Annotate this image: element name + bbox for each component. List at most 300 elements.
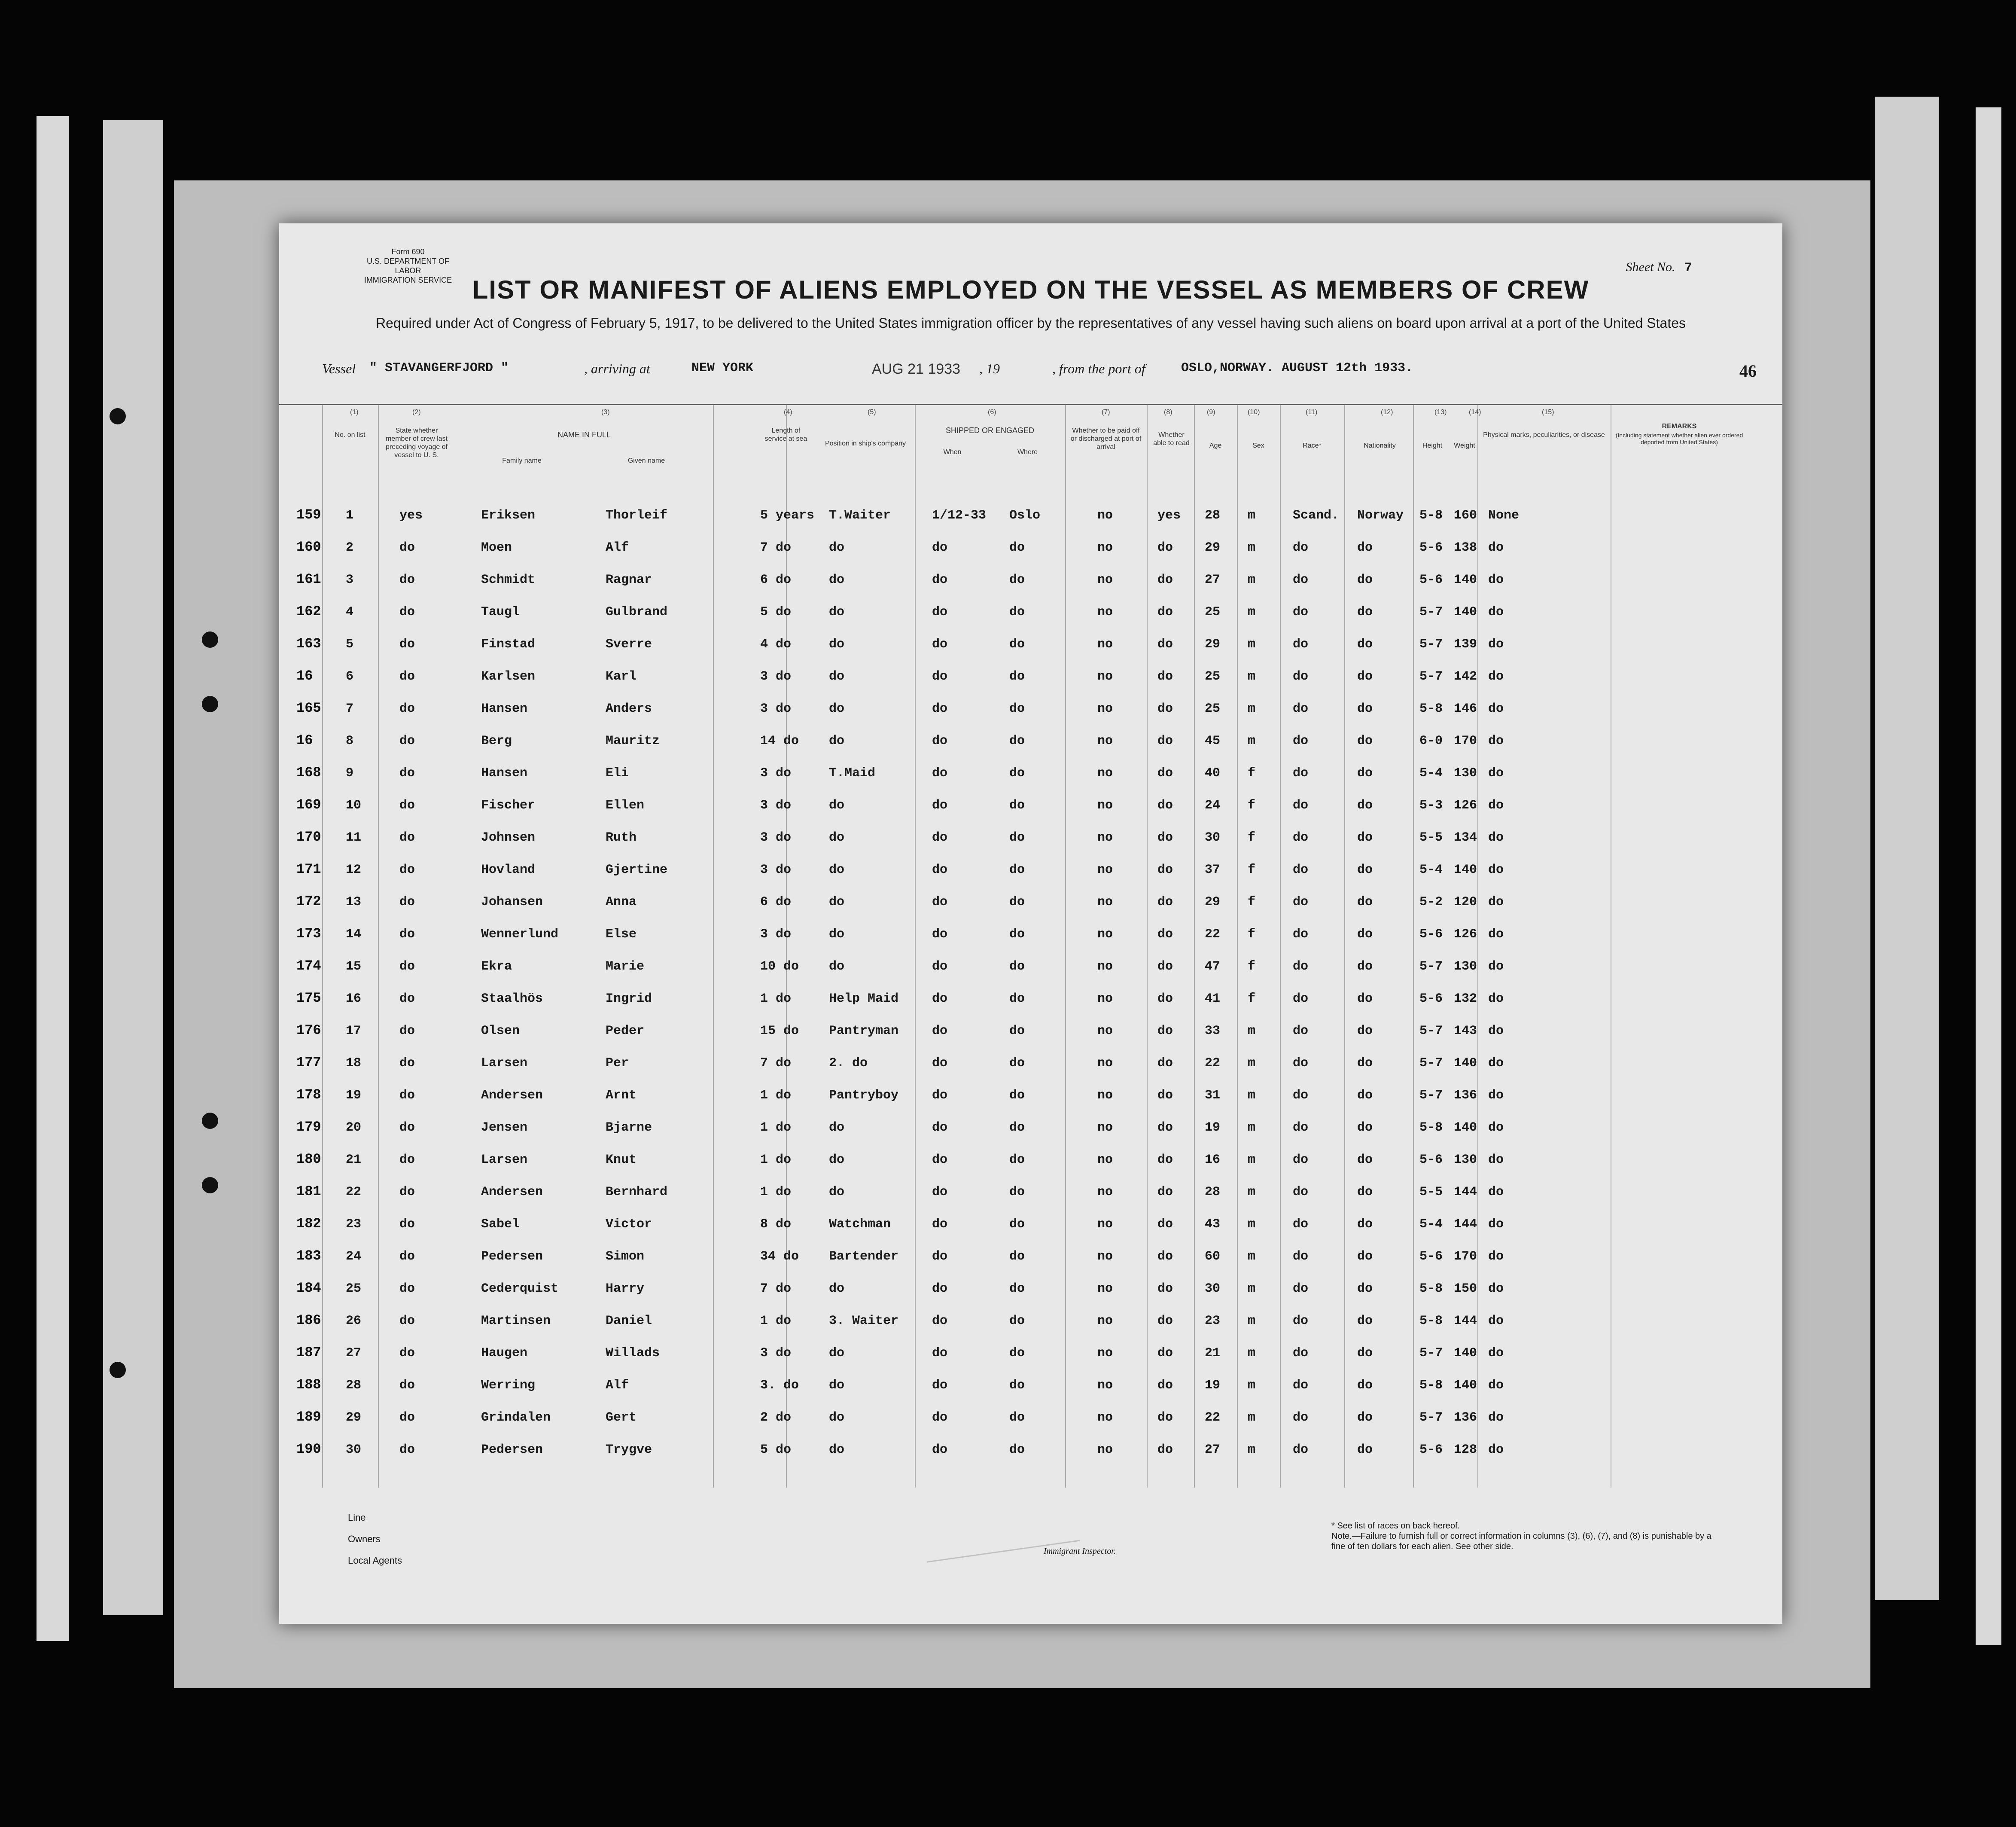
table-row	[279, 863, 1782, 893]
cell-given-name: Anna	[606, 895, 637, 909]
cell-position: Pantryboy	[829, 1088, 899, 1103]
cell-given-name: Bernhard	[606, 1185, 668, 1199]
cell-given-name: Eli	[606, 766, 629, 781]
cell-position: 3. Waiter	[829, 1314, 899, 1328]
cell-paid-off: no	[1097, 702, 1113, 716]
cell-shipped-when: do	[932, 605, 948, 619]
cell-race: do	[1293, 1056, 1309, 1071]
cell-sex: m	[1248, 734, 1256, 748]
cell-able-to-read: do	[1157, 959, 1173, 974]
header-length-of-service: Length of service at sea	[764, 427, 807, 442]
table-row	[279, 702, 1782, 732]
cell-paid-off: no	[1097, 1378, 1113, 1393]
cell-race: do	[1293, 1024, 1309, 1038]
cell-position: do	[829, 895, 845, 909]
table-row	[279, 1443, 1782, 1473]
header-where: Where	[1017, 448, 1038, 456]
cell-shipped-when: do	[932, 1153, 948, 1167]
cell-nationality: do	[1357, 1185, 1373, 1199]
cell-race: do	[1293, 605, 1309, 619]
cell-given-name: Daniel	[606, 1314, 652, 1328]
cell-nationality: do	[1357, 959, 1373, 974]
cell-height: 5-7	[1419, 1024, 1443, 1038]
cell-given-name: Arnt	[606, 1088, 637, 1103]
cell-given-name: Trygve	[606, 1443, 652, 1457]
cell-paid-off: no	[1097, 959, 1113, 974]
margin-number: 165	[296, 700, 321, 716]
cell-length-of-service: 6 do	[760, 895, 792, 909]
header-remarks-sub: (Including statement whether alien ever ordered deported from United States)	[1615, 432, 1743, 445]
table-row	[279, 1024, 1782, 1054]
cell-physical-marks: do	[1488, 830, 1504, 845]
cell-previous-voyage: do	[399, 702, 415, 716]
cell-age: 25	[1205, 669, 1221, 684]
cell-shipped-where: do	[1009, 669, 1025, 684]
cell-weight: 138	[1454, 540, 1477, 555]
col-num-14: (14)	[1469, 409, 1481, 416]
cell-race: do	[1293, 1120, 1309, 1135]
cell-race: do	[1293, 991, 1309, 1006]
cell-family-name: Andersen	[481, 1088, 543, 1103]
margin-number: 177	[296, 1055, 321, 1071]
cell-sex: m	[1248, 1314, 1256, 1328]
cell-given-name: Ellen	[606, 798, 645, 813]
cell-able-to-read: do	[1157, 1281, 1173, 1296]
cell-previous-voyage: do	[399, 1217, 415, 1232]
header-name-in-full: NAME IN FULL	[557, 430, 611, 439]
cell-physical-marks: do	[1488, 540, 1504, 555]
cell-nationality: do	[1357, 637, 1373, 652]
cell-nationality: do	[1357, 669, 1373, 684]
cell-shipped-where: do	[1009, 1056, 1025, 1071]
margin-number: 190	[296, 1441, 321, 1457]
cell-family-name: Larsen	[481, 1056, 528, 1071]
cell-sex: m	[1248, 1185, 1256, 1199]
cell-able-to-read: do	[1157, 702, 1173, 716]
cell-length-of-service: 1 do	[760, 991, 792, 1006]
cell-row-number: 2	[346, 540, 354, 555]
cell-physical-marks: None	[1488, 508, 1520, 523]
cell-physical-marks: do	[1488, 991, 1504, 1006]
cell-nationality: do	[1357, 1024, 1373, 1038]
cell-position: Watchman	[829, 1217, 891, 1232]
line-label: Line	[348, 1512, 366, 1523]
cell-position: do	[829, 1410, 845, 1425]
cell-family-name: Andersen	[481, 1185, 543, 1199]
cell-paid-off: no	[1097, 1346, 1113, 1360]
cell-row-number: 7	[346, 702, 354, 716]
cell-race: do	[1293, 959, 1309, 974]
cell-length-of-service: 3 do	[760, 702, 792, 716]
cell-previous-voyage: do	[399, 895, 415, 909]
cell-able-to-read: do	[1157, 895, 1173, 909]
col-num-11: (11)	[1306, 409, 1318, 416]
margin-number: 179	[296, 1119, 321, 1135]
cell-shipped-when: do	[932, 540, 948, 555]
cell-shipped-when: do	[932, 895, 948, 909]
cell-row-number: 17	[346, 1024, 362, 1038]
cell-physical-marks: do	[1488, 1056, 1504, 1071]
cell-able-to-read: do	[1157, 605, 1173, 619]
cell-able-to-read: do	[1157, 540, 1173, 555]
cell-height: 5-6	[1419, 540, 1443, 555]
cell-position: do	[829, 1346, 845, 1360]
cell-sex: m	[1248, 605, 1256, 619]
cell-physical-marks: do	[1488, 798, 1504, 813]
cell-position: do	[829, 959, 845, 974]
table-row	[279, 830, 1782, 860]
cell-sex: f	[1248, 766, 1256, 781]
cell-weight: 126	[1454, 927, 1477, 942]
cell-paid-off: no	[1097, 766, 1113, 781]
header-weight: Weight	[1454, 442, 1475, 449]
cell-paid-off: no	[1097, 669, 1113, 684]
cell-row-number: 15	[346, 959, 362, 974]
cell-nationality: do	[1357, 798, 1373, 813]
cell-sex: m	[1248, 669, 1256, 684]
cell-race: do	[1293, 1185, 1309, 1199]
inspector-label: Immigrant Inspector.	[1044, 1546, 1116, 1556]
header-nationality: Nationality	[1364, 442, 1396, 449]
cell-physical-marks: do	[1488, 1281, 1504, 1296]
header-sex: Sex	[1252, 442, 1264, 449]
cell-paid-off: no	[1097, 1249, 1113, 1264]
cell-race: do	[1293, 1088, 1309, 1103]
cell-weight: 144	[1454, 1314, 1477, 1328]
cell-paid-off: no	[1097, 1281, 1113, 1296]
cell-row-number: 18	[346, 1056, 362, 1071]
cell-nationality: do	[1357, 895, 1373, 909]
cell-shipped-when: do	[932, 1249, 948, 1264]
cell-sex: f	[1248, 959, 1256, 974]
cell-shipped-where: do	[1009, 605, 1025, 619]
cell-nationality: do	[1357, 1378, 1373, 1393]
cell-length-of-service: 8 do	[760, 1217, 792, 1232]
table-row	[279, 798, 1782, 828]
cell-shipped-where: do	[1009, 1185, 1025, 1199]
cell-length-of-service: 10 do	[760, 959, 799, 974]
cell-race: Scand.	[1293, 508, 1340, 523]
header-height: Height	[1422, 442, 1443, 449]
cell-shipped-where: do	[1009, 959, 1025, 974]
cell-shipped-when: do	[932, 991, 948, 1006]
cell-able-to-read: do	[1157, 1088, 1173, 1103]
cell-previous-voyage: do	[399, 1443, 415, 1457]
cell-physical-marks: do	[1488, 1024, 1504, 1038]
header-no-on-list: No. on list	[335, 431, 365, 439]
cell-nationality: do	[1357, 573, 1373, 587]
cell-previous-voyage: do	[399, 1088, 415, 1103]
cell-physical-marks: do	[1488, 573, 1504, 587]
cell-given-name: Gjertine	[606, 863, 668, 877]
cell-able-to-read: do	[1157, 991, 1173, 1006]
cell-weight: 132	[1454, 991, 1477, 1006]
owners-label: Owners	[348, 1534, 381, 1544]
cell-physical-marks: do	[1488, 1314, 1504, 1328]
cell-family-name: Pedersen	[481, 1443, 543, 1457]
right-film-strip	[1976, 107, 2001, 1645]
col-num-7: (7)	[1102, 409, 1110, 416]
cell-race: do	[1293, 1410, 1309, 1425]
cell-sex: m	[1248, 540, 1256, 555]
cell-shipped-where: do	[1009, 1346, 1025, 1360]
cell-family-name: Schmidt	[481, 573, 536, 587]
cell-previous-voyage: do	[399, 766, 415, 781]
cell-given-name: Mauritz	[606, 734, 660, 748]
cell-paid-off: no	[1097, 508, 1113, 523]
cell-height: 5-7	[1419, 1056, 1443, 1071]
agents-label: Local Agents	[348, 1555, 402, 1566]
cell-paid-off: no	[1097, 1314, 1113, 1328]
cell-able-to-read: do	[1157, 863, 1173, 877]
cell-family-name: Johansen	[481, 895, 543, 909]
cell-previous-voyage: do	[399, 605, 415, 619]
cell-shipped-when: do	[932, 1378, 948, 1393]
cell-shipped-where: do	[1009, 1249, 1025, 1264]
cell-weight: 160	[1454, 508, 1477, 523]
cell-row-number: 10	[346, 798, 362, 813]
cell-given-name: Peder	[606, 1024, 645, 1038]
cell-given-name: Willads	[606, 1346, 660, 1360]
cell-race: do	[1293, 766, 1309, 781]
cell-nationality: do	[1357, 1314, 1373, 1328]
cell-previous-voyage: do	[399, 959, 415, 974]
cell-previous-voyage: do	[399, 1056, 415, 1071]
cell-family-name: Karlsen	[481, 669, 536, 684]
cell-previous-voyage: do	[399, 1153, 415, 1167]
year-label: , 19	[979, 361, 1000, 376]
header-able-to-read: Whether able to read	[1153, 431, 1190, 447]
binder-hole	[110, 408, 126, 424]
cell-weight: 126	[1454, 798, 1477, 813]
cell-age: 29	[1205, 895, 1221, 909]
cell-position: do	[829, 669, 845, 684]
cell-paid-off: no	[1097, 1024, 1113, 1038]
page-title: LIST OR MANIFEST OF ALIENS EMPLOYED ON THE VESSEL AS MEMBERS OF CREW	[472, 275, 1590, 304]
margin-number: 186	[296, 1312, 321, 1328]
cell-length-of-service: 3. do	[760, 1378, 799, 1393]
cell-height: 5-7	[1419, 637, 1443, 652]
cell-height: 5-7	[1419, 1346, 1443, 1360]
cell-nationality: do	[1357, 605, 1373, 619]
cell-height: 5-4	[1419, 863, 1443, 877]
cell-height: 5-8	[1419, 1281, 1443, 1296]
cell-previous-voyage: do	[399, 927, 415, 942]
cell-able-to-read: do	[1157, 573, 1173, 587]
cell-paid-off: no	[1097, 1153, 1113, 1167]
cell-shipped-where: do	[1009, 1410, 1025, 1425]
cell-shipped-when: do	[932, 702, 948, 716]
cell-family-name: Hansen	[481, 702, 528, 716]
cell-family-name: Haugen	[481, 1346, 528, 1360]
table-row	[279, 1410, 1782, 1440]
cell-shipped-when: do	[932, 734, 948, 748]
cell-length-of-service: 5 years	[760, 508, 815, 523]
header-remarks: REMARKS	[1662, 423, 1697, 430]
cell-paid-off: no	[1097, 991, 1113, 1006]
cell-height: 5-6	[1419, 927, 1443, 942]
form-department: U.S. DEPARTMENT OF LABOR	[366, 257, 450, 275]
cell-height: 5-2	[1419, 895, 1443, 909]
cell-nationality: do	[1357, 734, 1373, 748]
right-paper-edge	[1875, 97, 1939, 1600]
table-row	[279, 927, 1782, 957]
cell-position: 2. do	[829, 1056, 868, 1071]
cell-given-name: Sverre	[606, 637, 652, 652]
cell-age: 43	[1205, 1217, 1221, 1232]
table-row	[279, 669, 1782, 699]
cell-length-of-service: 3 do	[760, 830, 792, 845]
cell-age: 28	[1205, 1185, 1221, 1199]
cell-given-name: Else	[606, 927, 637, 942]
cell-row-number: 20	[346, 1120, 362, 1135]
cell-previous-voyage: do	[399, 1249, 415, 1264]
margin-number: 176	[296, 1022, 321, 1038]
cell-position: do	[829, 702, 845, 716]
cell-paid-off: no	[1097, 734, 1113, 748]
cell-sex: m	[1248, 1281, 1256, 1296]
cell-height: 5-8	[1419, 1378, 1443, 1393]
cell-length-of-service: 34 do	[760, 1249, 799, 1264]
cell-shipped-when: do	[932, 766, 948, 781]
cell-sex: m	[1248, 1088, 1256, 1103]
margin-number: 162	[296, 604, 321, 619]
cell-weight: 140	[1454, 573, 1477, 587]
cell-nationality: do	[1357, 702, 1373, 716]
cell-shipped-where: do	[1009, 734, 1025, 748]
cell-family-name: Cederquist	[481, 1281, 559, 1296]
cell-weight: 128	[1454, 1443, 1477, 1457]
cell-position: T.Waiter	[829, 508, 891, 523]
cell-height: 5-4	[1419, 766, 1443, 781]
cell-height: 5-4	[1419, 1217, 1443, 1232]
cell-weight: 146	[1454, 702, 1477, 716]
cell-weight: 140	[1454, 1378, 1477, 1393]
cell-given-name: Anders	[606, 702, 652, 716]
cell-race: do	[1293, 895, 1309, 909]
cell-family-name: Sabel	[481, 1217, 520, 1232]
cell-race: do	[1293, 573, 1309, 587]
cell-race: do	[1293, 669, 1309, 684]
cell-age: 40	[1205, 766, 1221, 781]
cell-length-of-service: 6 do	[760, 573, 792, 587]
cell-shipped-where: do	[1009, 540, 1025, 555]
cell-weight: 136	[1454, 1410, 1477, 1425]
cell-length-of-service: 7 do	[760, 1056, 792, 1071]
margin-number: 189	[296, 1409, 321, 1425]
cell-previous-voyage: do	[399, 1378, 415, 1393]
race-note: * See list of races on back hereof.	[1331, 1521, 1460, 1531]
cell-length-of-service: 1 do	[760, 1185, 792, 1199]
cell-row-number: 19	[346, 1088, 362, 1103]
cell-length-of-service: 7 do	[760, 1281, 792, 1296]
cell-weight: 139	[1454, 637, 1477, 652]
cell-given-name: Alf	[606, 540, 629, 555]
cell-physical-marks: do	[1488, 669, 1504, 684]
cell-height: 5-6	[1419, 1249, 1443, 1264]
cell-physical-marks: do	[1488, 1378, 1504, 1393]
cell-age: 22	[1205, 1410, 1221, 1425]
margin-number: 16	[296, 668, 313, 684]
cell-family-name: Hovland	[481, 863, 536, 877]
cell-family-name: Olsen	[481, 1024, 520, 1038]
cell-height: 5-7	[1419, 605, 1443, 619]
margin-number: 180	[296, 1151, 321, 1167]
cell-position: do	[829, 1120, 845, 1135]
cell-nationality: do	[1357, 1346, 1373, 1360]
margin-number: 160	[296, 539, 321, 555]
cell-race: do	[1293, 798, 1309, 813]
cell-row-number: 28	[346, 1378, 362, 1393]
cell-height: 5-6	[1419, 991, 1443, 1006]
table-row	[279, 1314, 1782, 1344]
cell-length-of-service: 5 do	[760, 1443, 792, 1457]
page-number: 46	[1739, 361, 1757, 381]
cell-paid-off: no	[1097, 605, 1113, 619]
binder-hole	[202, 1177, 218, 1193]
cell-sex: m	[1248, 637, 1256, 652]
header-age: Age	[1209, 442, 1222, 449]
cell-row-number: 12	[346, 863, 362, 877]
cell-shipped-where: do	[1009, 1024, 1025, 1038]
form-service: IMMIGRATION SERVICE	[364, 276, 452, 284]
cell-race: do	[1293, 1443, 1309, 1457]
cell-given-name: Marie	[606, 959, 645, 974]
cell-age: 37	[1205, 863, 1221, 877]
cell-family-name: Wennerlund	[481, 927, 559, 942]
cell-previous-voyage: do	[399, 1120, 415, 1135]
cell-family-name: Johnsen	[481, 830, 536, 845]
cell-able-to-read: do	[1157, 1443, 1173, 1457]
cell-position: do	[829, 637, 845, 652]
cell-shipped-when: do	[932, 1281, 948, 1296]
cell-sex: m	[1248, 702, 1256, 716]
cell-row-number: 16	[346, 991, 362, 1006]
margin-number: 178	[296, 1087, 321, 1103]
cell-height: 5-8	[1419, 1120, 1443, 1135]
cell-height: 5-7	[1419, 669, 1443, 684]
cell-family-name: Hansen	[481, 766, 528, 781]
cell-family-name: Grindalen	[481, 1410, 551, 1425]
cell-given-name: Harry	[606, 1281, 645, 1296]
binder-hole	[202, 696, 218, 712]
cell-length-of-service: 3 do	[760, 863, 792, 877]
cell-shipped-when: do	[932, 830, 948, 845]
cell-weight: 120	[1454, 895, 1477, 909]
cell-nationality: do	[1357, 927, 1373, 942]
cell-row-number: 27	[346, 1346, 362, 1360]
cell-sex: f	[1248, 927, 1256, 942]
cell-race: do	[1293, 1217, 1309, 1232]
cell-family-name: Eriksen	[481, 508, 536, 523]
cell-shipped-where: do	[1009, 798, 1025, 813]
cell-family-name: Werring	[481, 1378, 536, 1393]
cell-physical-marks: do	[1488, 1410, 1504, 1425]
cell-age: 47	[1205, 959, 1221, 974]
cell-position: do	[829, 605, 845, 619]
margin-number: 168	[296, 765, 321, 781]
cell-position: Bartender	[829, 1249, 899, 1264]
table-row	[279, 605, 1782, 635]
cell-nationality: do	[1357, 1443, 1373, 1457]
cell-family-name: Jensen	[481, 1120, 528, 1135]
cell-nationality: do	[1357, 1281, 1373, 1296]
header-prev-voyage: State whether member of crew last preceding voyage of vessel to U. S.	[385, 427, 448, 459]
departure-details: OSLO,NORWAY. AUGUST 12th 1933.	[1181, 361, 1413, 375]
margin-number: 188	[296, 1377, 321, 1393]
cell-able-to-read: do	[1157, 1185, 1173, 1199]
cell-able-to-read: do	[1157, 1120, 1173, 1135]
